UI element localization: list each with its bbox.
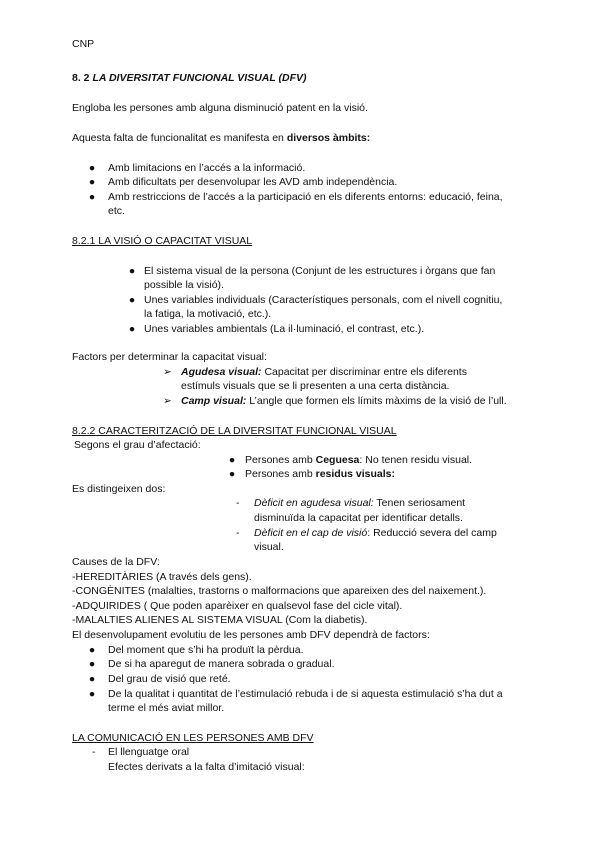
subsection-heading-821: 8.2.1 LA VISIÓ O CAPACITAT VISUAL [72, 235, 253, 247]
factor-item [181, 365, 467, 379]
grau-intro: Segons el grau d’afectació: [74, 439, 201, 451]
causes-title: Causes de la DFV: [72, 556, 160, 568]
factor-item [181, 394, 507, 408]
dash-bullet: - [92, 746, 96, 758]
arrow-bullet-icon: ➢ [163, 395, 172, 407]
cause-item: -MALALTIES ALIENES AL SISTEMA VISUAL (Com la diabetis). [72, 614, 368, 626]
list-item-vision: El sistema visual de la persona (Conjunt de les estructures i òrgans que fan [144, 265, 496, 277]
section-title [72, 71, 307, 85]
distingeixen-text: Es distingeixen dos: [72, 483, 166, 495]
deficit-text: Tenen seriosament [373, 497, 466, 509]
bullet-icon: ● [88, 176, 96, 188]
arrow-bullet-icon: ➢ [163, 366, 172, 378]
bullet-icon: ● [88, 673, 96, 685]
bullet-icon: ● [88, 162, 96, 174]
comunicacio-heading: LA COMUNICACIÓ EN LES PERSONES AMB DFV [72, 732, 314, 744]
dash-bullet: - [236, 497, 240, 509]
deficit-item [254, 526, 497, 540]
intro-ambits-prefix: Aquesta falta de funcionalitat es manifesta en [72, 132, 287, 144]
intro-ambits-line [72, 131, 370, 145]
list-item-ambit: Amb restriccions de l’accés a la participació en els diferents entorns: educació, feina, [108, 191, 503, 203]
cause-item: -CONGÈNITES (malalties, trastorns o malformacions que apareixen des del naixement.). [72, 585, 487, 597]
cause-item: -HEREDITÀRIES (A través dels gens). [72, 571, 252, 583]
deficit-term: Dèficit en el cap de visió [254, 527, 368, 539]
grau-bold: Ceguesa [315, 454, 360, 466]
list-item-ambit: Amb dificultats per desenvolupar les AVD amb independència. [108, 176, 398, 188]
grau-bold: residus visuals: [315, 468, 395, 480]
evolutiu-item: De si ha aparegut de manera sobrada o gradual. [108, 658, 335, 670]
grau-prefix: Persones amb [245, 468, 316, 480]
intro-ambits-bold: diversos àmbits: [286, 132, 371, 144]
factor-text: Capacitat per discriminar entre els diferents [261, 366, 467, 378]
bullet-icon: ● [128, 294, 136, 306]
factors-intro: Factors per determinar la capacitat visual: [72, 351, 267, 363]
factor-term: Agudesa visual: [181, 366, 262, 378]
bullet-icon: ● [228, 454, 236, 466]
list-item-ambit: Amb limitacions en l’accés a la informació. [108, 162, 306, 174]
deficit-item-cont: disminuïda la capacitat per identificar detalls. [254, 512, 463, 524]
intro-paragraph: Engloba les persones amb alguna disminució patent en la visió. [72, 102, 368, 114]
evolutiu-item: Del moment que s’hi ha produït la pèrdua. [108, 644, 304, 656]
list-item-vision: Unes variables individuals (Característiques personals, com el nivell cognitiu, [144, 294, 503, 306]
grau-item [245, 467, 395, 481]
evolutiu-item: De la qualitat i quantitat de l’estimulació rebuda i de si aquesta estimulació s’ha dut a [108, 688, 503, 700]
bullet-icon: ● [88, 658, 96, 670]
factor-item-cont: estímuls visuals que se li presenten a una certa distància. [181, 380, 450, 392]
factor-term: Camp visual: [181, 395, 247, 407]
bullet-icon: ● [88, 191, 96, 203]
deficit-term: Dèficit en agudesa visual: [254, 497, 374, 509]
subsection-heading-822: 8.2.2 CARACTERITZACIÓ DE LA DIVERSITAT FUNCIONAL VISUAL [72, 425, 397, 437]
bullet-icon: ● [128, 265, 136, 277]
grau-item [245, 453, 472, 467]
comunicacio-item: El llenguatge oral [108, 746, 190, 758]
deficit-item-cont: visual. [254, 541, 284, 553]
deficit-item [254, 496, 465, 510]
page-header-code: CNP [72, 38, 95, 50]
evolutiu-item-cont: terme el més aviat millor. [108, 702, 225, 714]
list-item-vision: Unes variables ambientals (La il·luminació, el contrast, etc.). [144, 323, 425, 335]
bullet-icon: ● [88, 644, 96, 656]
deficit-text: : Reducció severa del camp [367, 527, 497, 539]
section-title-text: LA DIVERSITAT FUNCIONAL VISUAL (DFV) [92, 72, 307, 84]
grau-suffix: : No tenen residu visual. [359, 454, 473, 466]
dash-bullet: - [236, 527, 240, 539]
cause-item: -ADQUIRIDES ( Que poden aparèixer en qualsevol fase del cicle vital). [72, 600, 403, 612]
bullet-icon: ● [228, 468, 236, 480]
list-item-vision-cont: la fatiga, la motivació, etc.). [144, 308, 272, 320]
bullet-icon: ● [128, 323, 136, 335]
factor-text: L’angle que formen els límits màxims de la visió de l’ull. [246, 395, 507, 407]
section-number: 8. 2 [72, 72, 90, 84]
list-item-vision-cont: possible la visió). [144, 279, 224, 291]
comunicacio-subtext: Efectes derivats a la falta d’imitació visual: [108, 761, 305, 773]
evolutiu-intro: El desenvolupament evolutiu de les persones amb DFV dependrà de factors: [72, 629, 430, 641]
list-item-ambit-cont: etc. [108, 205, 125, 217]
bullet-icon: ● [88, 688, 96, 700]
evolutiu-item: Del grau de visió que reté. [108, 673, 231, 685]
grau-prefix: Persones amb [245, 454, 316, 466]
